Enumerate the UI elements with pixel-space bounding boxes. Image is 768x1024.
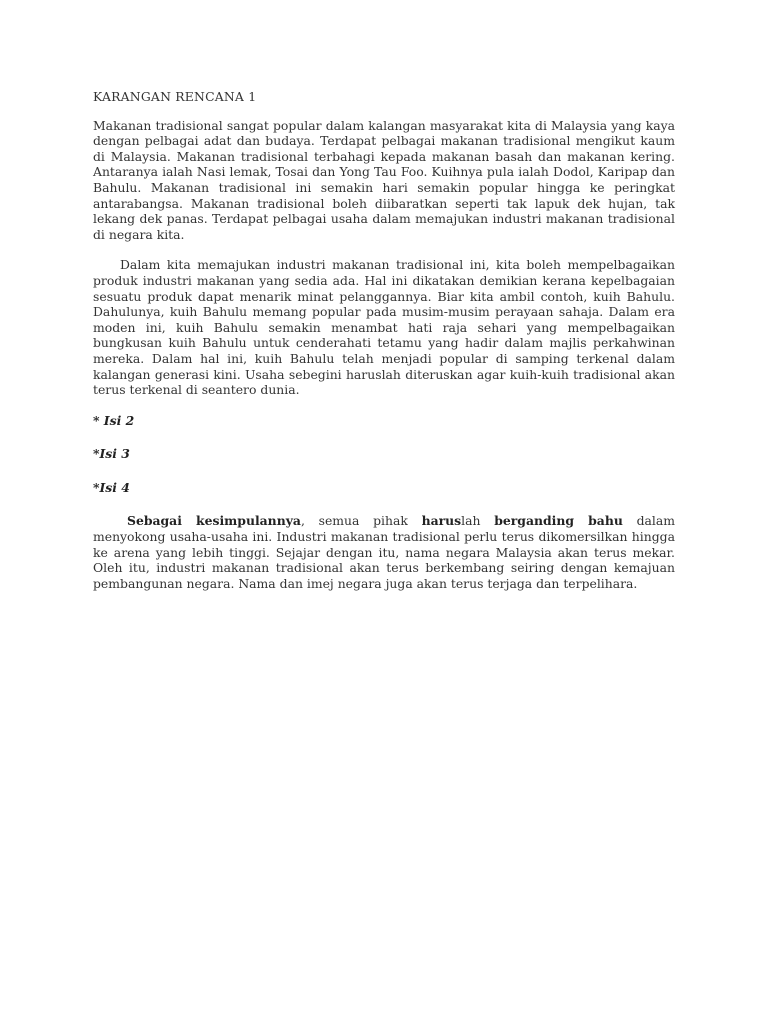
conclusion-keyword-berganding-bahu: berganding bahu <box>494 513 623 529</box>
document-body <box>93 89 675 606</box>
conclusion-text-3: dalam menyokong usaha-usaha ini. Industri makanan tradisional perlu terus dikomersilkan hingga ke arena yang lebih tinggi. Sejajar dengan itu, nama negara Malaysia akan terus mekar. Oleh itu, industri makanan tradisional akan terus berkembang seiring dengan kemajuan pembangunan negara. Nama dan imej negara juga akan terus terjaga dan terpelihara. <box>93 513 675 591</box>
conclusion-text-1: , semua pihak <box>300 513 422 529</box>
paragraph-introduction: Makanan tradisional sangat popular dalam kalangan masyarakat kita di Malaysia yang kaya dengan pelbagai adat dan budaya. Terdapat pelbagai makanan tradisional mengikut kaum di Malaysia. Makanan tradisional terbahagi kepada makanan basah dan makanan kering. Antaranya ialah Nasi lemak, Tosai dan Yong Tau Foo. Kuihnya pula ialah Dodol, Karipap dan Bahulu. Makanan tradisional ini semakin hari semakin popular hingga ke peringkat antarabangsa. Makanan tradisional boleh diibaratkan seperti tak lapuk dek hujan, tak lekang dek panas. Terdapat pelbagai usaha dalam memajukan industri makanan tradisional di negara kita. <box>93 117 675 242</box>
conclusion-phrase: Sebagai kesimpulannya <box>127 513 301 529</box>
document-title: KARANGAN RENCANA 1 <box>93 89 257 104</box>
conclusion-keyword-harus: harus <box>421 513 462 529</box>
paragraph-point-1: Dalam kita memajukan industri makanan tradisional ini, kita boleh mempelbagaikan produk industri makanan yang sedia ada. Hal ini dikatakan demikian kerana kepelbagaian sesuatu produk dapat menarik minat pelanggannya. Biar kita ambil contoh, kuih Bahulu. Dahulunya, kuih Bahulu memang popular pada musim-musim perayaan sahaja. Dalam era moden ini, kuih Bahulu semakin menambat hati raja sehari yang mempelbagaikan bungkusan kuih Bahulu untuk cenderahati tetamu yang hadir dalam majlis perkahwinan mereka. Dalam hal ini, kuih Bahulu telah menjadi popular di samping terkenal dalam kalangan generasi kini. Usaha sebegini haruslah diteruskan agar kuih-kuih tradisional akan terus terkenal di seantero dunia. <box>93 257 675 398</box>
conclusion-text-2: lah <box>461 513 495 529</box>
paragraph-conclusion <box>93 513 675 591</box>
placeholder-point-2: * Isi 2 <box>93 412 135 428</box>
placeholder-point-3: *Isi 3 <box>93 446 130 462</box>
placeholder-point-4: *Isi 4 <box>93 479 130 495</box>
